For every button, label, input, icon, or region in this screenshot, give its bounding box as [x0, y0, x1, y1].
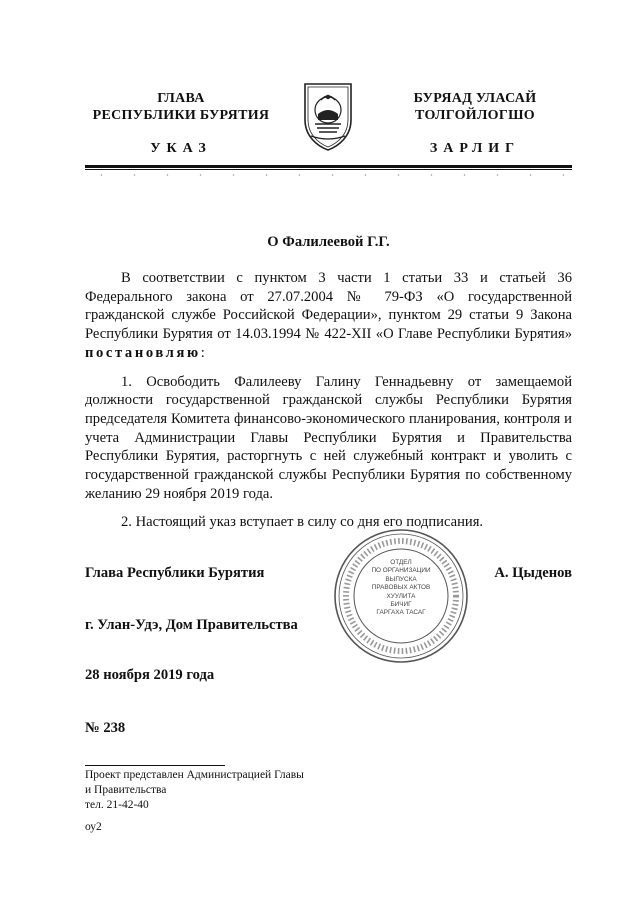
header-dotted-line [85, 173, 572, 177]
header-right-line1: БУРЯАД УЛАСАЙ [413, 91, 537, 106]
preamble-paragraph [85, 269, 572, 363]
coat-of-arms-emblem [299, 80, 357, 154]
header-right-line2: ТОЛГОЙЛОГШО [415, 108, 535, 123]
header-right-org [385, 90, 565, 124]
stamp-line4: ПРАВОВЫХ АКТОВ [371, 584, 431, 592]
official-stamp [331, 526, 471, 666]
decree-word: постановляю [85, 344, 201, 361]
header-rule-thin [85, 169, 572, 170]
preamble-text: В соответствии с пунктом 3 части 1 статьи 33 и статьей 36 Федерального закона от 27.07.2004 № 79-ФЗ «О государственной гражданской службе Российской Федерации», пунктом 29 статьи 9 Закона Республики Бурятия от 14.03.1994 № 422-XII «О Главе Республики Бурятия» [85, 270, 572, 343]
header-left-line1: ГЛАВА [157, 91, 205, 106]
stamp-line6: БИЧИГ [390, 601, 412, 609]
decree-colon: : [200, 344, 205, 361]
footer-code: оу2 [85, 821, 102, 833]
document-title: О Фалилеевой Г.Г. [267, 234, 390, 250]
stamp-line3: ВЫПУСКА [385, 575, 417, 583]
header-left-title: УКАЗ [150, 141, 212, 156]
stamp-line5: ХУУЛИТА [386, 592, 416, 600]
header-left-line2: РЕСПУБЛИКИ БУРЯТИЯ [92, 108, 270, 123]
header-left-org [85, 90, 277, 124]
footer-separator [85, 765, 225, 766]
item-2-paragraph: 2. Настоящий указ вступает в силу со дня его подписания. [121, 514, 484, 531]
header-right-title: ЗАРЛИГ [429, 141, 521, 156]
signature-name: А. Цыденов [494, 565, 572, 581]
decree-number: № 238 [85, 720, 126, 736]
footer-line1: Проект представлен Администрацией Главы [85, 769, 304, 781]
signature-place: г. Улан-Удэ, Дом Правительства [85, 617, 298, 633]
footer-note [85, 768, 304, 813]
stamp-inner-text [358, 559, 444, 618]
document-body [85, 269, 572, 532]
stamp-line1: ОТДЕЛ [390, 559, 412, 566]
footer-line2: и Правительства [85, 784, 167, 796]
stamp-line2: ПО ОРГАНИЗАЦИИ [371, 567, 431, 575]
signature-date: 28 ноября 2019 года [85, 667, 215, 683]
signature-position: Глава Республики Бурятия [85, 565, 265, 581]
item-1-paragraph: 1. Освободить Фалилееву Галину Геннадьевну от замещаемой должности государственной гражданской службы Республики Бурятия председателя Комитета финансово-экономического планирования, контроля и учета Администрации Главы Республики Бурятия и Правительства Республики Бурятия, расторгнуть с ней служебный контракт и уволить с государственной гражданской службы Республики Бурятия по собственному желанию 29 ноября 2019 года. [85, 373, 572, 502]
footer-line3: тел. 21-42-40 [85, 799, 149, 811]
stamp-line7: ГАРГАХА ТАСАГ [376, 609, 426, 617]
header-rule-thick [85, 165, 572, 168]
